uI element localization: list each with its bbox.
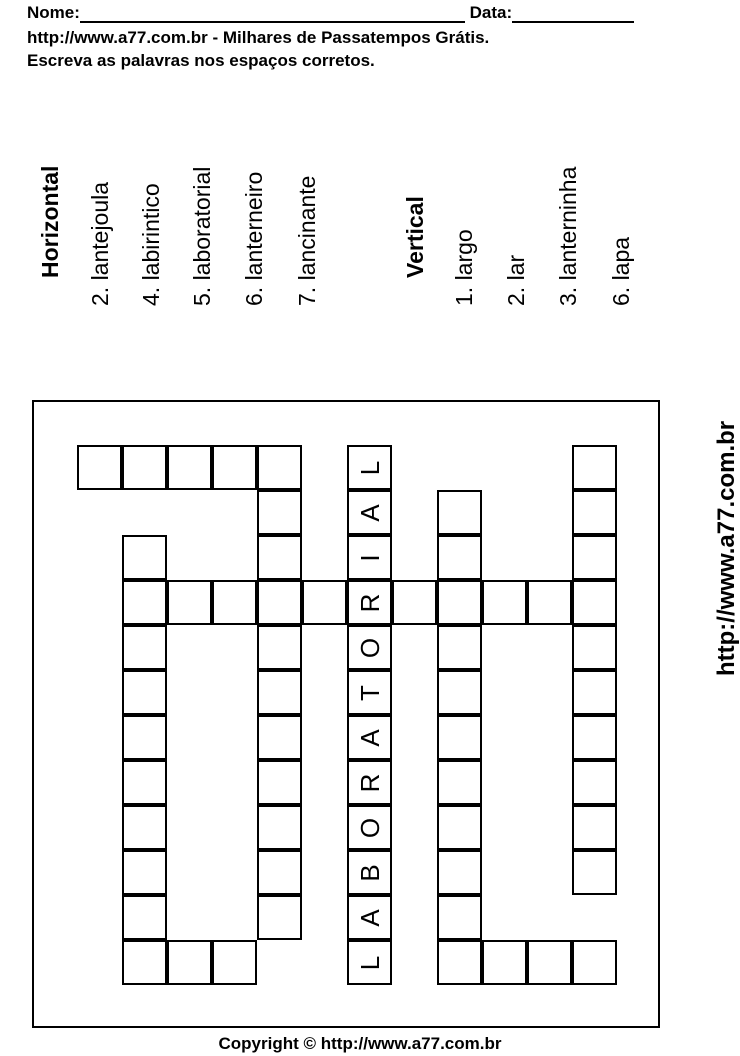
cell-letter: A bbox=[354, 908, 385, 927]
grid-cell[interactable] bbox=[347, 490, 392, 535]
cell-letter: A bbox=[354, 728, 385, 747]
grid-cell[interactable] bbox=[347, 625, 392, 670]
grid-cell[interactable] bbox=[572, 535, 617, 580]
clue-horizontal-6: 6. lanterneiro bbox=[241, 171, 267, 306]
cell-letter: B bbox=[354, 863, 385, 882]
grid-cell[interactable] bbox=[347, 940, 392, 985]
grid-cell[interactable] bbox=[347, 805, 392, 850]
grid-cell[interactable] bbox=[437, 895, 482, 940]
grid-cell[interactable] bbox=[257, 670, 302, 715]
grid-cell[interactable] bbox=[437, 760, 482, 805]
grid-cell[interactable] bbox=[122, 760, 167, 805]
grid-cell[interactable] bbox=[122, 895, 167, 940]
grid-cell[interactable] bbox=[347, 715, 392, 760]
grid-cell[interactable] bbox=[347, 895, 392, 940]
clue-vertical-1: 1. largo bbox=[451, 229, 477, 306]
grid-cell[interactable] bbox=[257, 760, 302, 805]
grid-cell[interactable] bbox=[257, 580, 302, 625]
clue-vertical-3: 3. lanterninha bbox=[555, 166, 581, 306]
cell-letter: R bbox=[354, 773, 385, 792]
grid-cell[interactable] bbox=[122, 625, 167, 670]
grid-cell[interactable] bbox=[572, 580, 617, 625]
grid-cell[interactable] bbox=[527, 940, 572, 985]
grid-cell[interactable] bbox=[482, 580, 527, 625]
grid-cell[interactable] bbox=[347, 445, 392, 490]
grid-cell[interactable] bbox=[572, 445, 617, 490]
clue-vertical-6: 6. lapa bbox=[608, 236, 634, 306]
instruction: Escreva as palavras nos espaços corretos. bbox=[27, 51, 375, 70]
clue-horizontal-4: 4. labirintico bbox=[138, 183, 164, 306]
grid-cell[interactable] bbox=[572, 760, 617, 805]
date-field[interactable] bbox=[512, 4, 634, 23]
grid-cell[interactable] bbox=[77, 445, 122, 490]
cell-letter: O bbox=[354, 817, 385, 838]
name-field[interactable] bbox=[80, 4, 465, 23]
grid-cell[interactable] bbox=[347, 580, 392, 625]
grid-cell[interactable] bbox=[122, 940, 167, 985]
grid-cell[interactable] bbox=[122, 670, 167, 715]
cell-letter: A bbox=[354, 503, 385, 522]
clue-horizontal-5: 5. laboratorial bbox=[189, 166, 215, 306]
grid-cell[interactable] bbox=[572, 715, 617, 760]
grid-cell[interactable] bbox=[212, 445, 257, 490]
grid-cell[interactable] bbox=[212, 940, 257, 985]
cell-letter: L bbox=[354, 460, 385, 475]
grid-cell[interactable] bbox=[437, 850, 482, 895]
grid-cell[interactable] bbox=[302, 580, 347, 625]
grid-cell[interactable] bbox=[167, 940, 212, 985]
cell-letter: R bbox=[354, 593, 385, 612]
grid-cell[interactable] bbox=[122, 850, 167, 895]
cell-letter: T bbox=[354, 684, 385, 701]
grid-cell[interactable] bbox=[122, 715, 167, 760]
grid-cell[interactable] bbox=[437, 940, 482, 985]
grid-cell[interactable] bbox=[392, 580, 437, 625]
clue-vertical-2: 2. lar bbox=[503, 254, 529, 306]
grid-cell[interactable] bbox=[347, 535, 392, 580]
grid-cell[interactable] bbox=[257, 490, 302, 535]
grid-cell[interactable] bbox=[482, 940, 527, 985]
cell-letter: O bbox=[354, 637, 385, 658]
grid-cell[interactable] bbox=[257, 625, 302, 670]
grid-cell[interactable] bbox=[257, 715, 302, 760]
grid-cell[interactable] bbox=[437, 535, 482, 580]
grid-cell[interactable] bbox=[572, 850, 617, 895]
cell-letter: L bbox=[354, 955, 385, 970]
grid-cell[interactable] bbox=[167, 580, 212, 625]
grid-cell[interactable] bbox=[437, 490, 482, 535]
name-line bbox=[27, 3, 634, 23]
grid-cell[interactable] bbox=[347, 850, 392, 895]
grid-cell[interactable] bbox=[437, 805, 482, 850]
side-url: http://www.a77.com.br bbox=[713, 420, 740, 676]
grid-cell[interactable] bbox=[572, 625, 617, 670]
grid-cell[interactable] bbox=[122, 445, 167, 490]
grid-cell[interactable] bbox=[122, 805, 167, 850]
grid-cell[interactable] bbox=[437, 670, 482, 715]
vertical-title: Vertical bbox=[402, 196, 428, 278]
grid-cell[interactable] bbox=[437, 715, 482, 760]
grid-cell[interactable] bbox=[167, 445, 212, 490]
grid-cell[interactable] bbox=[347, 670, 392, 715]
horizontal-title: Horizontal bbox=[37, 165, 63, 278]
cell-letter: I bbox=[354, 553, 385, 562]
grid-cell[interactable] bbox=[572, 940, 617, 985]
grid-cell[interactable] bbox=[437, 580, 482, 625]
grid-cell[interactable] bbox=[257, 445, 302, 490]
grid-cell[interactable] bbox=[572, 490, 617, 535]
grid-cell[interactable] bbox=[257, 895, 302, 940]
date-label: Data: bbox=[469, 3, 513, 22]
site-line: http://www.a77.com.br - Milhares de Passatempos Grátis. bbox=[27, 28, 490, 47]
grid-cell[interactable] bbox=[347, 760, 392, 805]
grid-cell[interactable] bbox=[527, 580, 572, 625]
copyright: Copyright © http://www.a77.com.br bbox=[218, 1034, 502, 1053]
grid-cell[interactable] bbox=[572, 670, 617, 715]
grid-cell[interactable] bbox=[257, 805, 302, 850]
grid-cell[interactable] bbox=[437, 625, 482, 670]
grid-cell[interactable] bbox=[257, 535, 302, 580]
name-label: Nome: bbox=[27, 3, 80, 22]
grid-cell[interactable] bbox=[212, 580, 257, 625]
clue-horizontal-2: 2. lantejoula bbox=[87, 181, 113, 306]
grid-cell[interactable] bbox=[572, 805, 617, 850]
clue-horizontal-7: 7. lancinante bbox=[294, 175, 320, 306]
grid-cell[interactable] bbox=[122, 535, 167, 580]
grid-cell[interactable] bbox=[257, 850, 302, 895]
grid-cell[interactable] bbox=[122, 580, 167, 625]
